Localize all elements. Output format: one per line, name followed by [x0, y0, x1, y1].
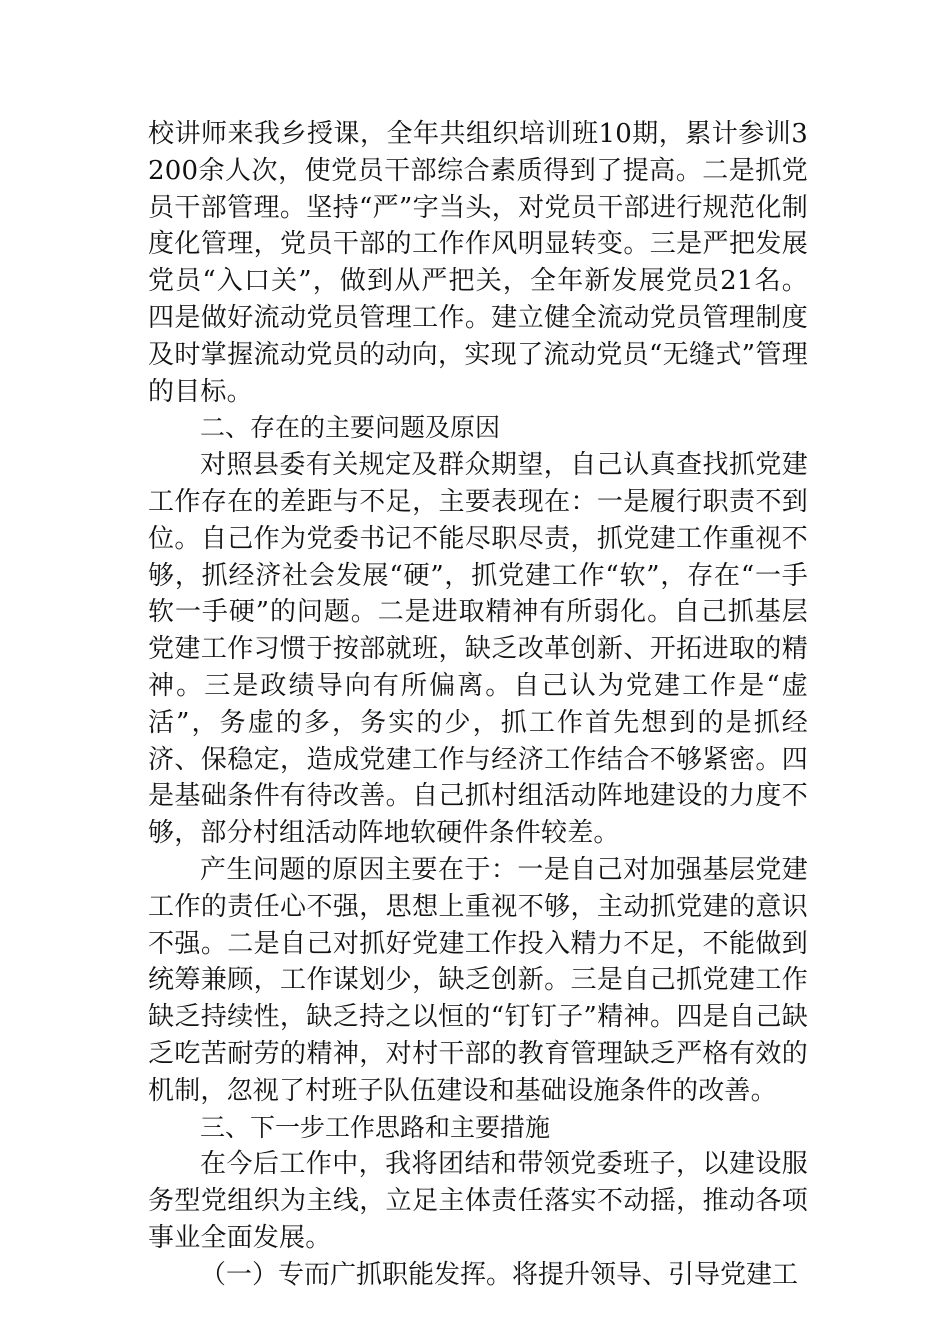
- section-heading-next-steps: 三、下一步工作思路和主要措施: [200, 1112, 551, 1142]
- paragraph-problems: 对照县委有关规定及群众期望，自己认真查找抓党建工作存在的差距与不足，主要表现在：一是履行职责不到位。自己作为党委书记不能尽职尽责，抓党建工作重视不够，抓经济社会发展“硬”，抓党建工作“软”，存在“一手软一手硬”的问题。二是进取精神有所弱化。自己抓基层党建工作习惯于按部就班，缺乏改革创新、开拓进取的精神。三是政绩导向有所偏离。自己认为党建工作是“虚活”，务虚的多，务实的少，抓工作首先想到的是抓经济、保稳定，造成党建工作与经济工作结合不够紧密。四是基础条件有待改善。自己抓村组活动阵地建设的力度不够，部分村组活动阵地软硬件条件较差。: [148, 450, 808, 849]
- subsection-heading-one: （一）专而广抓职能发挥。: [200, 1259, 513, 1290]
- document-page: [148, 116, 808, 1294]
- paragraph-training-management: 校讲师来我乡授课，全年共组织培训班10期，累计参训3200余人次，使党员干部综合素质得到了提高。二是抓党员干部管理。坚持“严”字当头，对党员干部进行规范化制度化管理，党员干部的工作作风明显转变。三是严把发展党员“入口关”，做到从严把关，全年新发展党员21名。四是做好流动党员管理工作。建立健全流动党员管理制度及时掌握流动党员的动向，实现了流动党员“无缝式”管理的目标。: [148, 119, 808, 407]
- paragraph-next-steps-intro: 在今后工作中，我将团结和带领党委班子，以建设服务型党组织为主线，立足主体责任落实不动摇，推动各项事业全面发展。: [148, 1149, 808, 1253]
- paragraph-causes: 产生问题的原因主要在于：一是自己对加强基层党建工作的责任心不强，思想上重视不够，主动抓党建的意识不强。二是自己对抓好党建工作投入精力不足，不能做到统筹兼顾，工作谋划少，缺乏创新。三是自己抓党建工作缺乏持续性，缺乏持之以恒的“钉钉子”精神。四是自己缺乏吃苦耐劳的精神，对村干部的教育管理缺乏严格有效的机制，忽视了村班子队伍建设和基础设施条件的改善。: [148, 854, 808, 1106]
- section-heading-problems: 二、存在的主要问题及原因: [200, 413, 501, 443]
- subsection-text-one: 将提升领导、引导党建工: [512, 1259, 799, 1290]
- subsection-paragraph-one: [148, 1257, 808, 1294]
